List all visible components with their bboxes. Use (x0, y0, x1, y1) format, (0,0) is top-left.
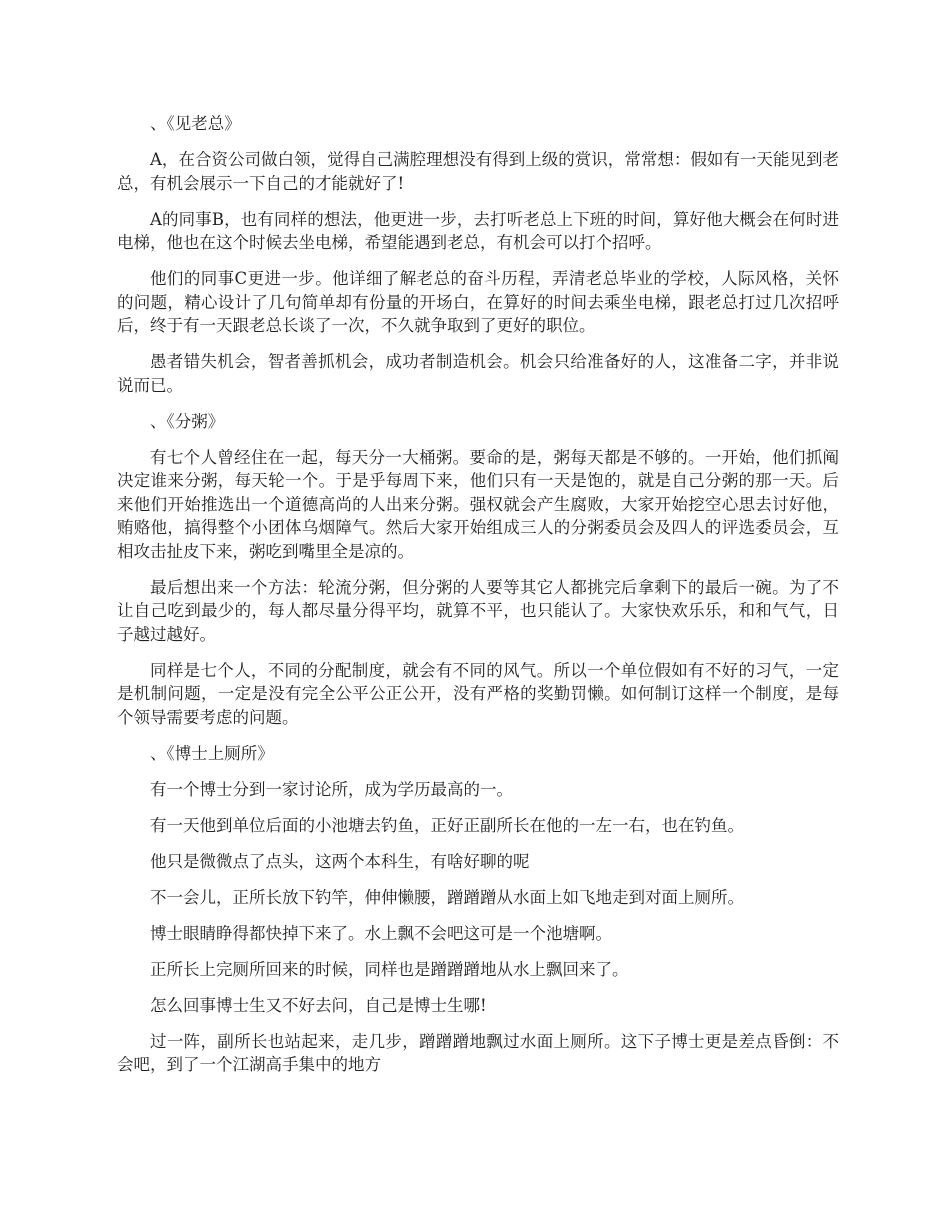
section-heading: 、《见老总》 (150, 114, 241, 133)
paragraph: 过一阵，副所长也站起来，走几步，蹭蹭蹭地飘过水面上厕所。这下子博士更是差点昏倒：不会吧，到了一个江湖高手集中的地方 (117, 1031, 839, 1074)
paragraph: 同样是七个人，不同的分配制度，就会有不同的风气。所以一个单位假如有不好的习气，一定是机制问题，一定是没有完全公平公正公开，没有严格的奖勤罚懒。如何制订这样一个制度，是每个领导需要考虑的问题。 (117, 660, 839, 727)
document-page (117, 112, 839, 1089)
section-heading: 、《分粥》 (150, 411, 225, 431)
paragraph: A，在合资公司做白领，觉得自己满腔理想没有得到上级的赏识，常常想：假如有一天能见到老总，有机会展示一下自己的才能就好了! (117, 150, 839, 193)
paragraph: 有一个博士分到一家讨论所，成为学历最高的一。 (150, 779, 513, 799)
paragraph: 他们的同事C更进一步。他详细了解老总的奋斗历程，弄清老总毕业的学校，人际风格，关怀的问题，精心设计了几句简单却有份量的开场白，在算好的时间去乘坐电梯，跟老总打过几次招呼后，终于有一天跟老总长谈了一次，不久就争取到了更好的职位。 (117, 269, 839, 335)
paragraph: A的同事B，也有同样的想法，他更进一步，去打听老总上下班的时间，算好他大概会在何时进电梯，他也在这个时候去坐电梯，希望能遇到老总，有机会可以打个招呼。 (117, 209, 839, 252)
paragraph: 有七个人曾经住在一起，每天分一大桶粥。要命的是，粥每天都是不够的。一开始，他们抓阄决定谁来分粥，每天轮一个。于是乎每周下来，他们只有一天是饱的，就是自己分粥的那一天。后来他们开始推选出一个道德高尚的人出来分粥。强权就会产生腐败，大家开始挖空心思去讨好他，贿赂他，搞得整个小团体乌烟障气。然后大家开始组成三人的分粥委员会及四人的评选委员会，互相攻击扯皮下来，粥吃到嘴里全是凉的。 (117, 447, 839, 561)
section-heading: 、《博士上厕所》 (150, 743, 274, 763)
paragraph: 正所长上完厕所回来的时候，同样也是蹭蹭蹭地从水上飘回来了。 (150, 959, 629, 979)
paragraph: 愚者错失机会，智者善抓机会，成功者制造机会。机会只给准备好的人，这准备二字，并非说说而已。 (117, 352, 839, 395)
paragraph: 不一会儿，正所长放下钓竿，伸伸懒腰，蹭蹭蹭从水面上如飞地走到对面上厕所。 (150, 887, 744, 907)
paragraph: 博士眼睛睁得都快掉下来了。水上飘不会吧这可是一个池塘啊。 (150, 923, 612, 943)
paragraph: 最后想出来一个方法：轮流分粥，但分粥的人要等其它人都挑完后拿剩下的最后一碗。为了不让自己吃到最少的，每人都尽量分得平均，就算不平，也只能认了。大家快欢乐乐，和和气气，日子越过越好。 (117, 577, 839, 644)
paragraph: 怎么回事博士生又不好去问，自己是博士生哪! (150, 995, 487, 1015)
paragraph: 他只是微微点了点头，这两个本科生，有啥好聊的呢 (150, 851, 530, 871)
paragraph: 有一天他到单位后面的小池塘去钓鱼，正好正副所长在他的一左一右，也在钓鱼。 (150, 815, 744, 835)
